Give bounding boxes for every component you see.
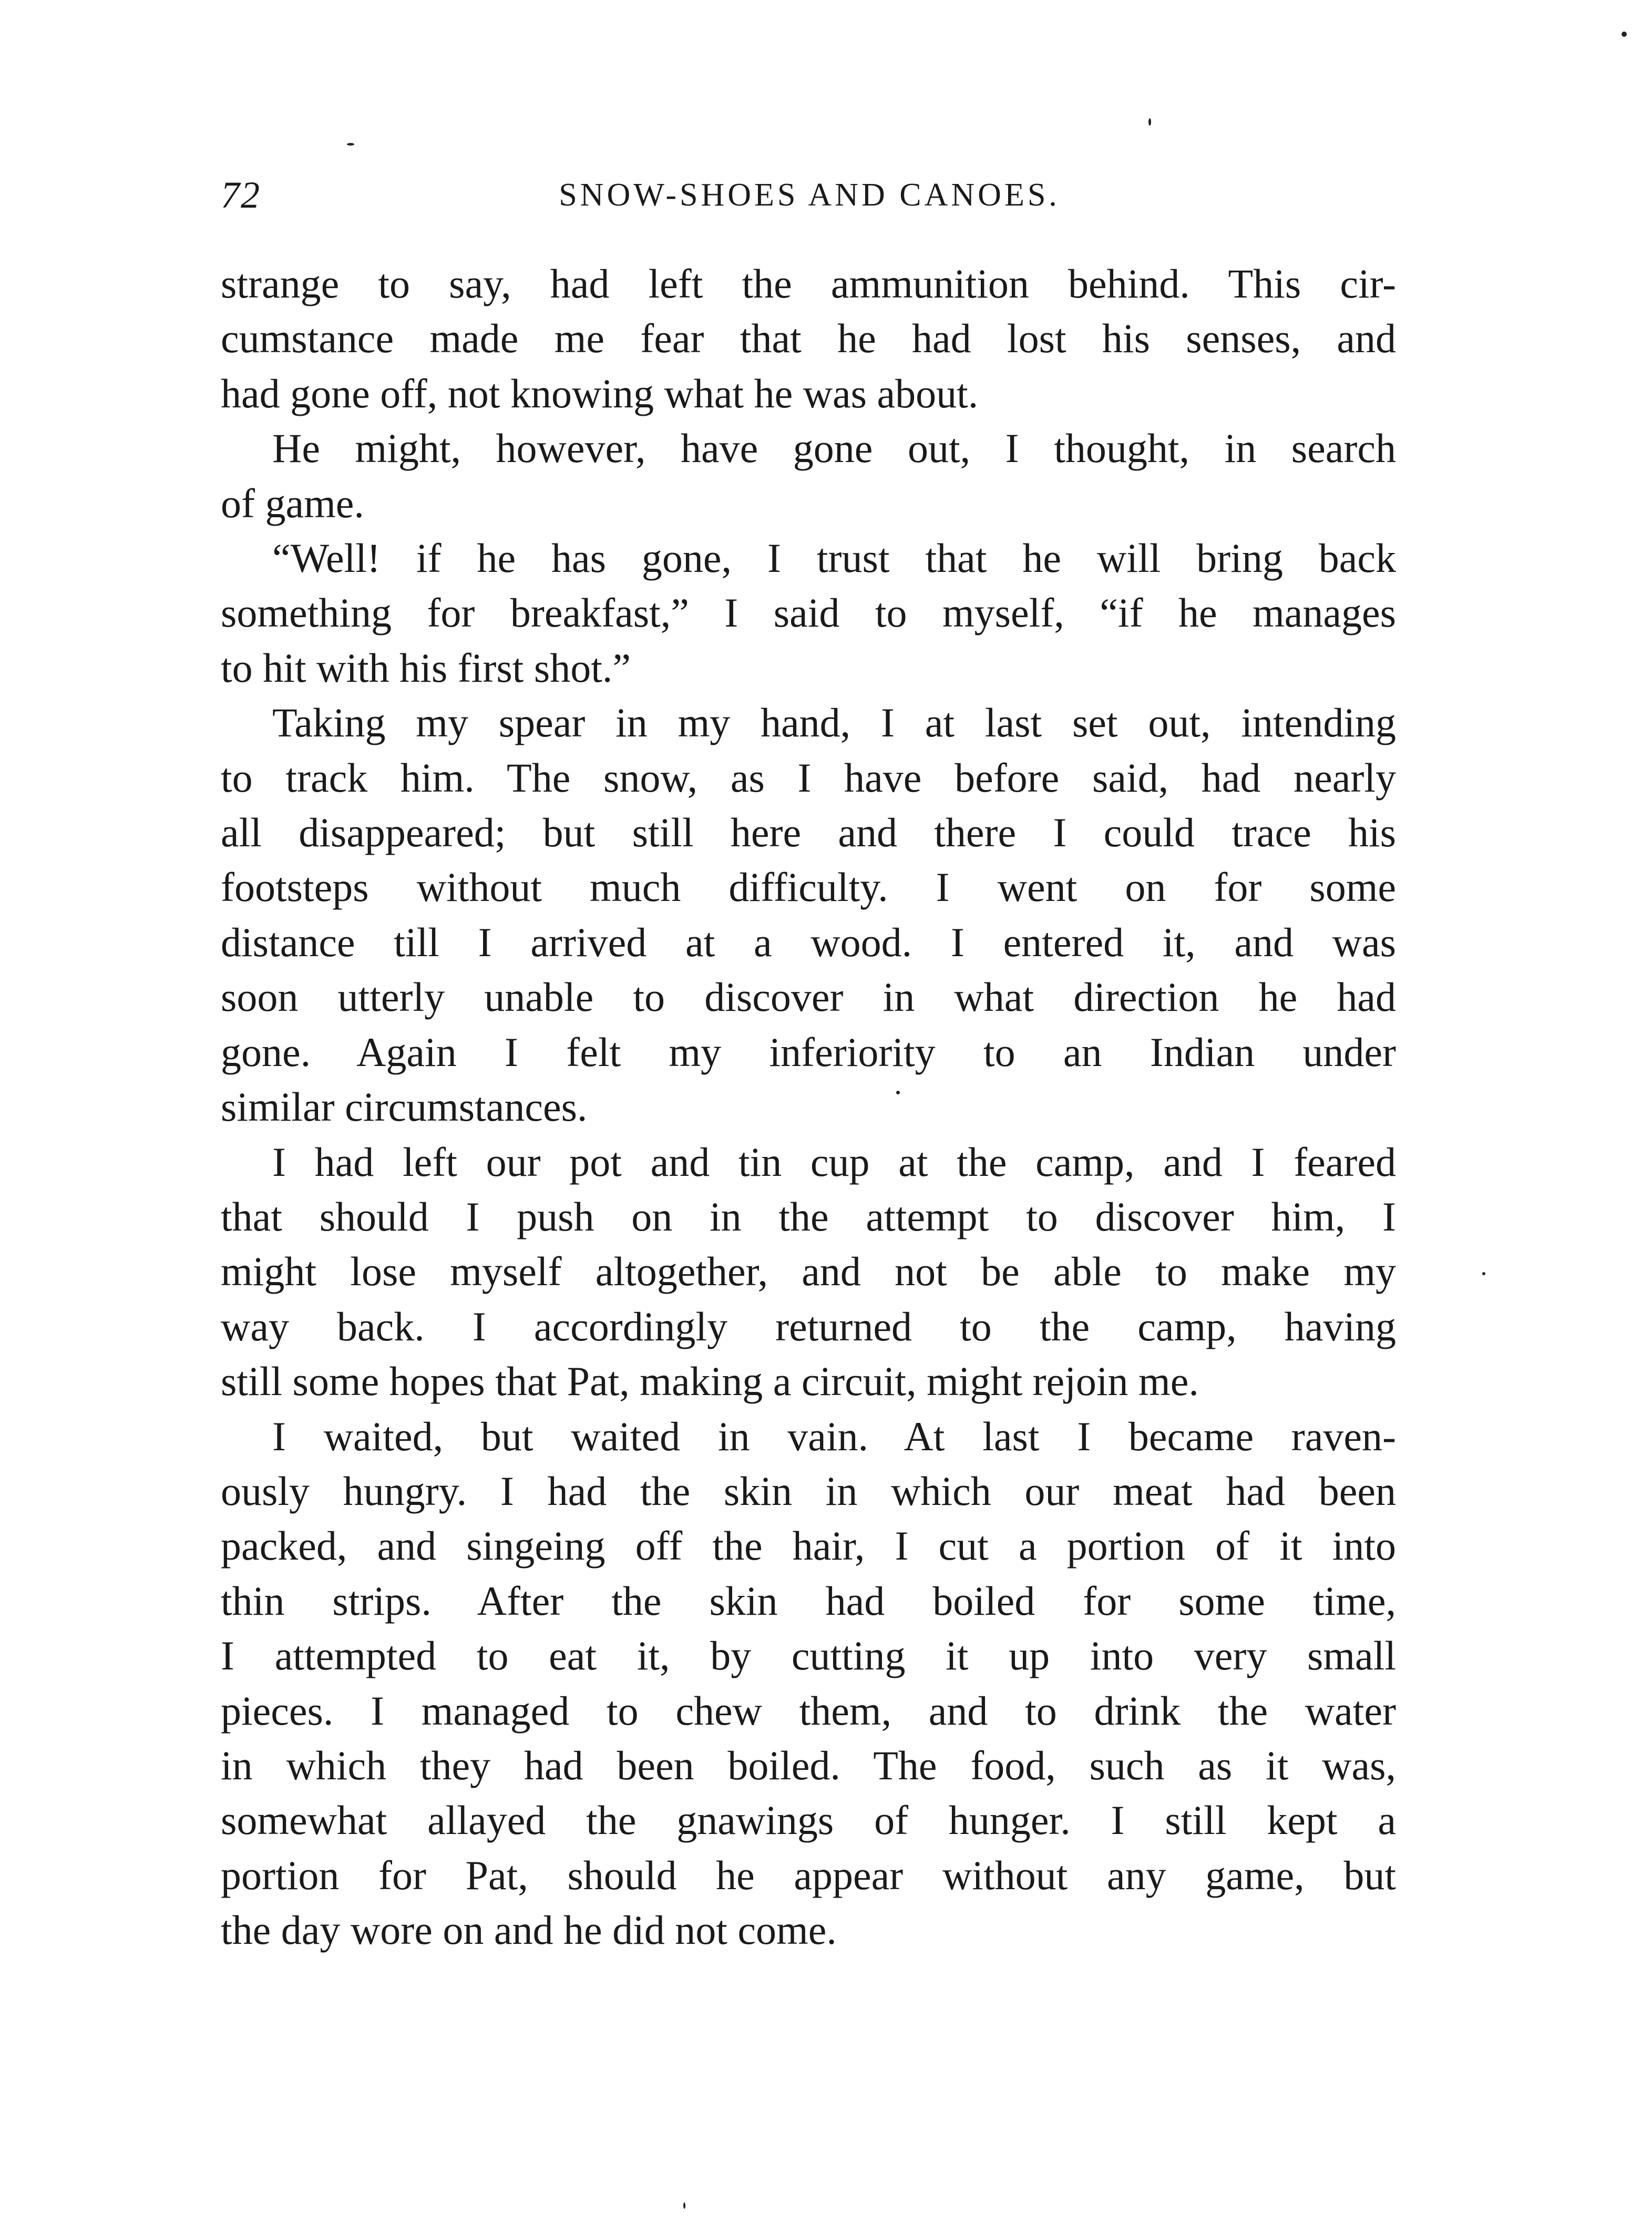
text-line: way back. I accordingly returned to the camp, having xyxy=(221,1303,1396,1349)
text-line: that should I push on in the attempt to discover him, I xyxy=(221,1193,1396,1239)
text-line: I attempted to eat it, by cutting it up into very small xyxy=(221,1633,1396,1679)
scan-speck xyxy=(1148,118,1151,126)
text-line: something for breakfast,” I said to myself, “if he manages xyxy=(221,590,1396,636)
text-line: similar circumstances. xyxy=(221,1084,588,1130)
text-line: I had left our pot and tin cup at the camp, and I feared xyxy=(272,1139,1396,1185)
text-line: might lose myself altogether, and not be able to make my xyxy=(221,1248,1396,1295)
scan-speck xyxy=(1622,32,1627,37)
text-line: the day wore on and he did not come. xyxy=(221,1907,837,1953)
paragraph xyxy=(221,531,1396,695)
scan-speck xyxy=(1482,1272,1485,1275)
text-line: “Well! if he has gone, I trust that he will bring back xyxy=(272,535,1396,581)
text-line: somewhat allayed the gnawings of hunger. I still kept a xyxy=(221,1797,1396,1843)
scan-speck xyxy=(347,143,354,146)
text-line: all disappeared; but still here and there I could trace his xyxy=(221,809,1396,856)
text-line: cumstance made me fear that he had lost his senses, and xyxy=(221,315,1396,362)
paragraph xyxy=(221,695,1396,1134)
text-line: portion for Pat, should he appear without any game, but xyxy=(221,1852,1396,1898)
text-line: thin strips. After the skin had boiled for some time, xyxy=(221,1577,1396,1624)
text-line: still some hopes that Pat, making a circuit, might rejoin me. xyxy=(221,1358,1199,1405)
text-line: Taking my spear in my hand, I at last set out, intending xyxy=(272,700,1396,746)
paragraph xyxy=(221,421,1396,531)
text-line: of game. xyxy=(221,480,364,526)
text-line: to track him. The snow, as I have before said, had nearly xyxy=(221,754,1396,801)
text-line: ously hungry. I had the skin in which our meat had been xyxy=(221,1468,1396,1514)
text-line: in which they had been boiled. The food, such as it was, xyxy=(221,1742,1396,1788)
body-text xyxy=(221,257,1396,1958)
page-header xyxy=(221,173,1398,231)
scan-speck xyxy=(683,2202,685,2209)
text-line: packed, and singeing off the hair, I cut a portion of it into xyxy=(221,1523,1396,1569)
scan-speck xyxy=(896,1091,900,1094)
text-line: He might, however, have gone out, I thought, in search xyxy=(272,425,1396,472)
text-line: footsteps without much difficulty. I went on for some xyxy=(221,864,1396,910)
text-line: strange to say, had left the ammunition behind. This cir- xyxy=(221,261,1396,306)
paragraph xyxy=(221,257,1396,421)
running-head: SNOW-SHOES AND CANOES. xyxy=(559,177,1060,213)
text-line: distance till I arrived at a wood. I entered it, and was xyxy=(221,919,1396,965)
paragraph xyxy=(221,1409,1396,1958)
text-line: pieces. I managed to chew them, and to drink the water xyxy=(221,1687,1396,1734)
text-line: had gone off, not knowing what he was about. xyxy=(221,370,979,416)
text-line: I waited, but waited in vain. At last I became raven- xyxy=(272,1413,1396,1459)
page-number: 72 xyxy=(221,174,261,216)
text-line: gone. Again I felt my inferiority to an Indian under xyxy=(221,1029,1396,1075)
paragraph xyxy=(221,1135,1396,1409)
text-line: soon utterly unable to discover in what direction he had xyxy=(221,974,1396,1020)
text-line: to hit with his first shot.” xyxy=(221,644,631,691)
